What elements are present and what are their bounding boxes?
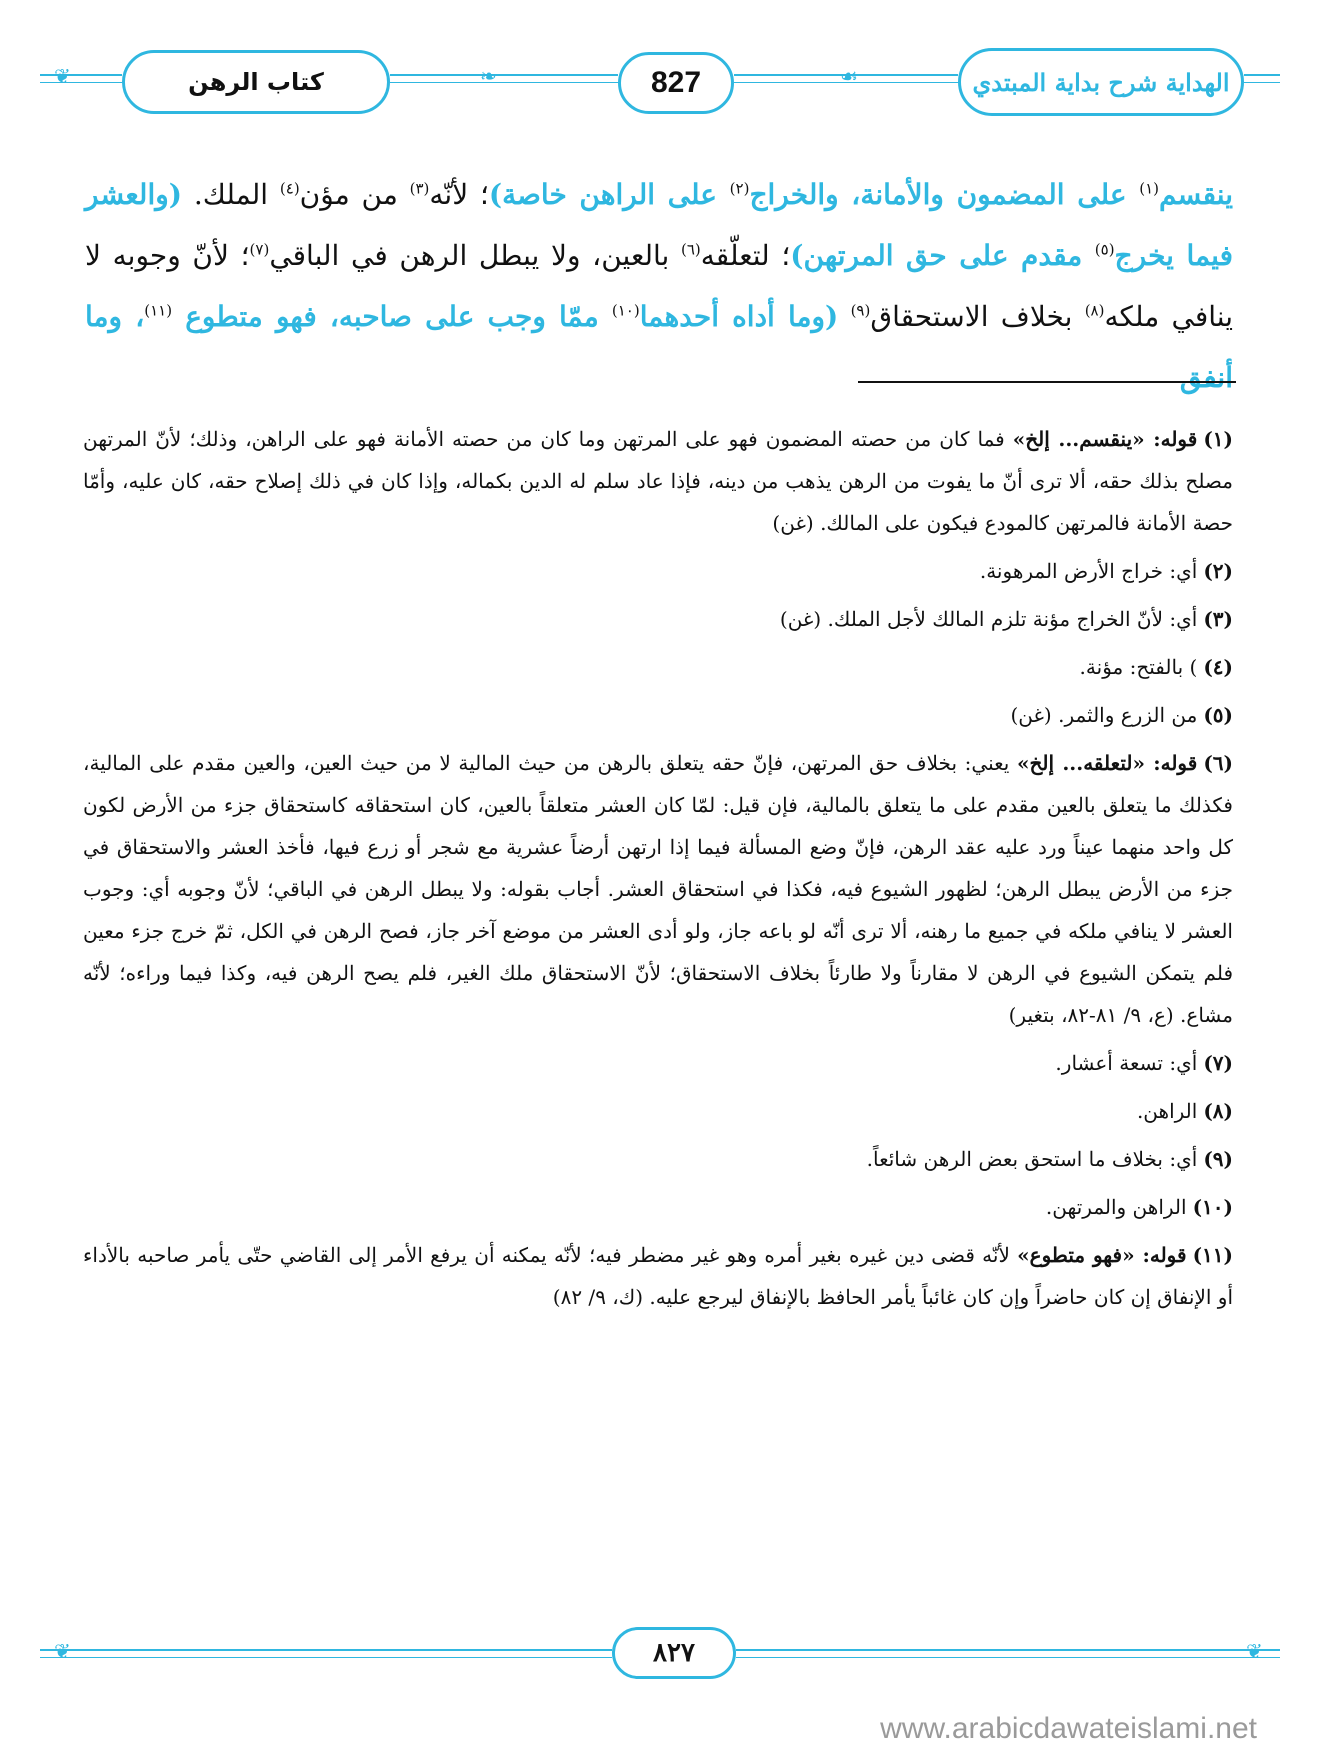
footnote-text: فما كان من حصته المضمون فهو على المرتهن وما كان من حصته الأمانة فهو على الراهن، وذلك؛ لأنّ المرتهن مصلح بذلك حقه، ألا ترى أنّ ما يفوت من الرهن يذهب من دينه، فإذا عاد سلم له الدين بكماله، وإذا كان في ذلك إصلاح حقه، كان عليه، وأمّا حصة الأمانة فالمرتهن كالمودع فيكون على المالك. (غن) [83, 427, 1233, 535]
footnote-marker: (٥) [1094, 240, 1115, 259]
footer-rule-right [736, 1649, 1280, 1651]
header-rule-mid-left [390, 74, 618, 76]
header-rule-mid-left-thin [390, 82, 618, 83]
commentary-text: بالعين، ولا يبطل الرهن في الباقي [269, 239, 681, 272]
footnote-number: (١) [1203, 427, 1234, 451]
footnote-marker: (٩) [850, 301, 871, 320]
page-footer [40, 1625, 1280, 1685]
footer-rule-left [40, 1649, 612, 1651]
page-header [40, 44, 1280, 120]
page-number-badge [618, 52, 734, 114]
footnote [83, 1090, 1233, 1132]
footnote-text: أي: لأنّ الخراج مؤنة تلزم المالك لأجل الملك. (غن) [779, 607, 1198, 631]
footnote [83, 1186, 1233, 1228]
footnote [83, 1234, 1233, 1318]
main-text [85, 164, 1233, 408]
commentary-text: ؛ لتعلّقه [700, 239, 791, 272]
ornament-icon: ❧ [480, 64, 497, 88]
header-rule-left-thin [40, 82, 122, 83]
footnote-marker: (١١) [144, 301, 173, 320]
footnote-number: (٦) [1203, 751, 1233, 775]
commentary-text: من مؤن [299, 178, 410, 211]
footnote-number: (٨) [1203, 1099, 1233, 1123]
footnote-number: (٩) [1203, 1147, 1233, 1171]
chapter-title-badge [122, 50, 390, 114]
footnote [83, 694, 1233, 736]
footnote [83, 646, 1233, 688]
footnote-number: (٧) [1203, 1051, 1233, 1075]
footnote-divider [858, 381, 1236, 383]
footnote-number: (٥) [1203, 703, 1233, 727]
quoted-matn-text: مقدم على حق المرتهن) [790, 239, 1095, 272]
footnote-label: قوله: «فهو متطوع» [1017, 1243, 1187, 1267]
footnote-text: ) بالفتح: مؤنة. [1079, 655, 1198, 679]
footer-rule-right-thin [736, 1657, 1280, 1658]
footnote-marker: (١٠) [611, 301, 640, 320]
footnote-label: قوله: «لتعلقه... إلخ» [1017, 751, 1198, 775]
footnote-text: من الزرع والثمر. (غن) [1010, 703, 1198, 727]
footnote [83, 550, 1233, 592]
footnote-number: (١١) [1192, 1243, 1233, 1267]
footnotes [83, 418, 1233, 1324]
footnote-text: أي: تسعة أعشار. [1055, 1051, 1198, 1075]
footnote-marker: (٢) [729, 179, 750, 198]
quoted-matn-text: (والعشر فيما يخرج [85, 178, 1234, 272]
commentary-text [838, 300, 850, 333]
footnote-text: أي: بخلاف ما استحق بعض الرهن شائعاً. [866, 1147, 1198, 1171]
footnote-number: (٤) [1203, 655, 1233, 679]
book-title-badge [958, 48, 1244, 116]
ornament-icon: ❦ [1246, 1639, 1263, 1663]
footnote [83, 1138, 1233, 1180]
ornament-icon: ❦ [54, 1639, 71, 1663]
footer-page-number-badge [612, 1627, 736, 1679]
book-title: الهداية شرح بداية المبتدي [972, 67, 1230, 97]
quoted-matn-text: على المضمون والأمانة، والخراج [749, 178, 1140, 211]
header-rule-right [1244, 74, 1280, 76]
commentary-text: ؛ لأنّ وجوبه لا ينافي ملكه [85, 239, 1233, 333]
footnote [83, 742, 1233, 1036]
footnote-marker: (٣) [409, 179, 430, 198]
commentary-text: الملك. [182, 178, 280, 211]
footnote-text: يعني: بخلاف حق المرتهن، فإنّ حقه يتعلق بالرهن من حيث المالية لا من حيث العين، والعين مقدم على المالية، فكذلك ما يتعلق بالعين مقدم على ما يتعلق بالمالية، فإن قيل: لمّا كان العشر متعلقاً بالعين، كان استحقاقه كاستحقاق جزء من الأرض لكون كل واحد منهما عيناً ورد عليه عقد الرهن، فإنّ وضع المسألة فيما إذا ارتهن أرضاً عشرية مع شجر أو زرع فيها، فأخذ العشر والاستحقاق في جزء من الأرض يبطل الرهن؛ لظهور الشيوع فيه، فكذا في استحقاق العشر. أجاب بقوله: ولا يبطل الرهن في الباقي؛ لأنّ وجوبه أي: وجوب العشر لا ينافي ملكه في جميع ما رهنه، ألا ترى أنّه لو باعه جاز، ولو أدى العشر من موضع آخر جاز، فصح الرهن في الكل، ثمّ خرج جزء معين فلم يتمكن الشيوع في الرهن لا مقارناً ولا طارئاً بخلاف الاستحقاق؛ لأنّ الاستحقاق ملك الغير، فلم يصح الرهن فيه، وكذا فيما وراءه؛ لأنّه مشاع. (ع، ٩/ ٨١-٨٢، بتغير) [83, 751, 1233, 1027]
footnote-marker: (٤) [279, 179, 300, 198]
commentary-text: ؛ لأنّه [429, 178, 489, 211]
footnote-text: الراهن. [1136, 1099, 1198, 1123]
footnote [83, 418, 1233, 544]
commentary-text: بخلاف الاستحقاق [870, 300, 1085, 333]
footnote [83, 598, 1233, 640]
website-watermark: www.arabicdawateislami.net [880, 1712, 1257, 1745]
chapter-title: كتاب الرهن [188, 68, 324, 96]
footnote-marker: (١) [1139, 179, 1159, 198]
footnote-text: الراهن والمرتهن. [1045, 1195, 1187, 1219]
footnote-label: قوله: «ينقسم... إلخ» [1012, 427, 1198, 451]
footnote-marker: (٨) [1084, 301, 1105, 320]
quoted-matn-text: ينقسم [1158, 178, 1234, 211]
page-number: 827 [650, 66, 702, 99]
quoted-matn-text: ممّا وجب على صاحبه، فهو متطوع [172, 300, 612, 333]
footer-rule-left-thin [40, 1657, 612, 1658]
quoted-matn-text: ، وما أنفق [85, 300, 1233, 394]
footnote-number: (٣) [1203, 607, 1233, 631]
footnote-text: أي: خراج الأرض المرهونة. [979, 559, 1198, 583]
footnote-marker: (٦) [681, 240, 701, 259]
footnote [83, 1042, 1233, 1084]
footnote-number: (٢) [1203, 559, 1233, 583]
ornament-icon: ❦ [54, 64, 71, 88]
footnote-marker: (٧) [249, 240, 270, 259]
footnote-text: لأنّه قضى دين غيره بغير أمره وهو غير مضطر فيه؛ لأنّه يمكنه أن يرفع الأمر إلى القاضي حتّى يأمر صاحبه بالأداء أو الإنفاق إن كان حاضراً وإن كان غائباً يأمر الحافظ بالإنفاق ليرجع عليه. (ك، ٩/ ٨٢) [83, 1243, 1233, 1309]
ornament-icon: ☙ [840, 64, 858, 88]
header-rule-right-thin [1244, 82, 1280, 83]
footer-page-number: ٨٢٧ [653, 1638, 695, 1668]
footnote-number: (١٠) [1192, 1195, 1233, 1219]
quoted-matn-text: (وما أداه أحدهما [639, 300, 839, 333]
quoted-matn-text: على الراهن خاصة) [488, 178, 730, 211]
header-rule-left [40, 74, 122, 76]
